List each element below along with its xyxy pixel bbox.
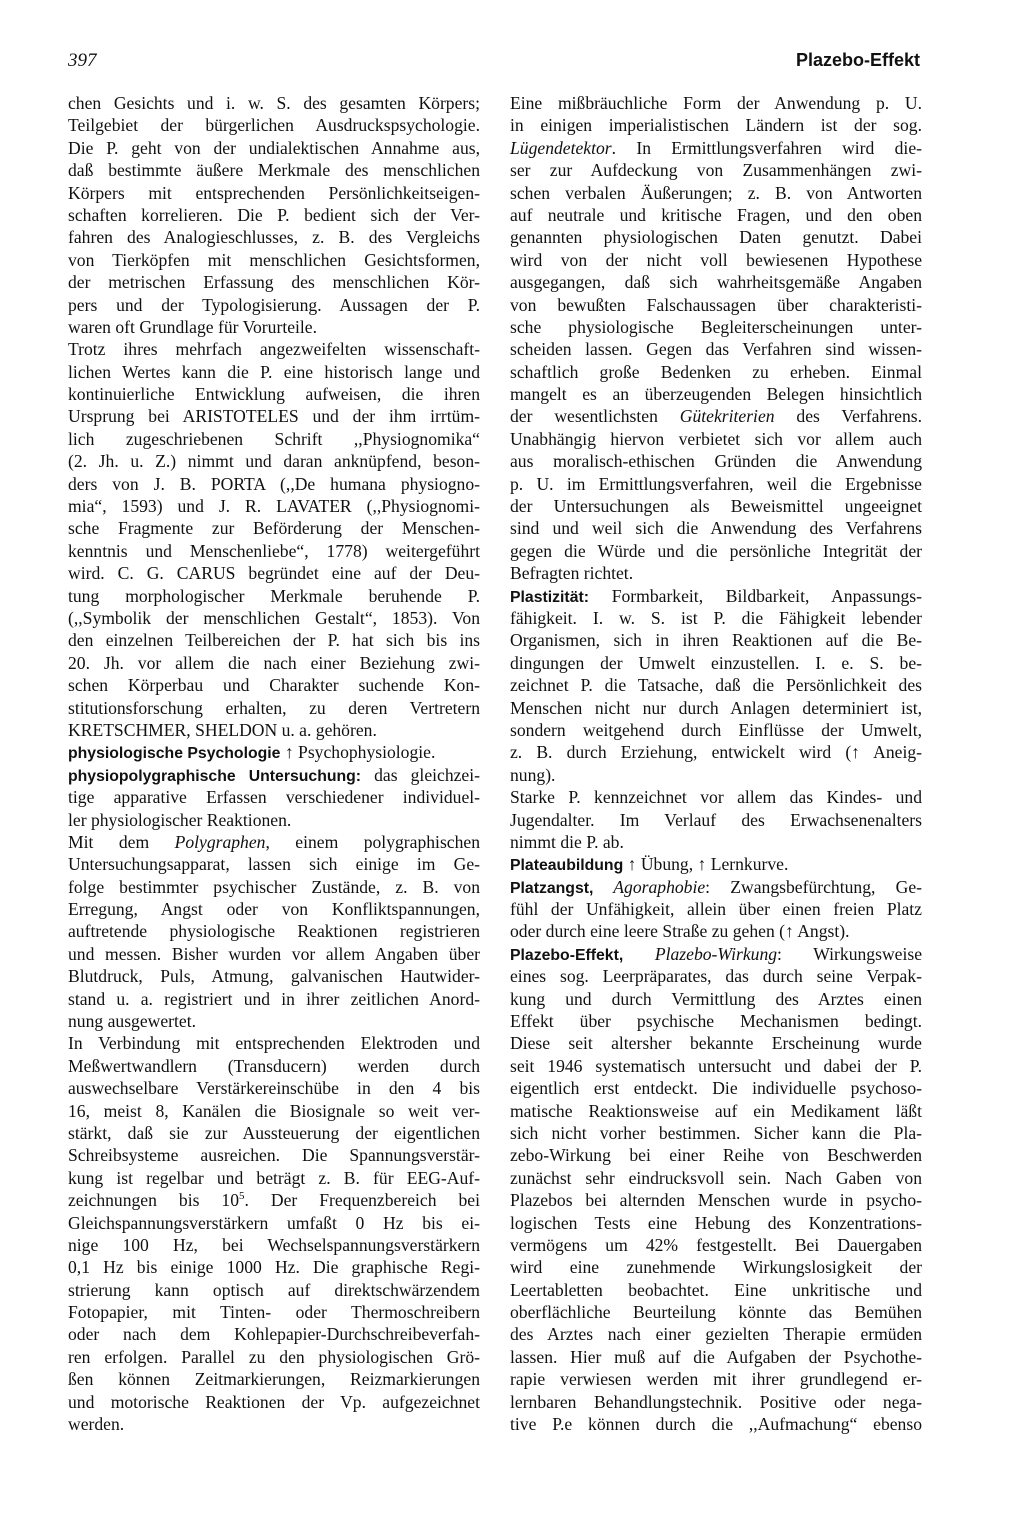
text-block-e: [510, 898, 922, 943]
text-line: werden.: [68, 1414, 125, 1435]
text-line: seit 1946 systematisch untersucht und dabei der P.: [510, 1055, 922, 1076]
text-line: logischen Tests eine Hebung des Konzentrations-: [510, 1212, 922, 1233]
text-line: kontinuierliche Entwicklung aufweisen, die ihren: [68, 384, 480, 405]
text-line: auftretende physiologische Reaktionen registrieren: [68, 921, 480, 942]
text-line: pers und der Typologisierung. Aussagen der P.: [68, 294, 480, 315]
text-line: 0,1 Hz bis einige 1000 Hz. Die graphische Regi-: [68, 1257, 480, 1278]
text-line: Leertabletten beobachtet. Eine unkritische und: [510, 1279, 922, 1300]
intro-lines: [510, 92, 922, 137]
text-line: des Arztes nach einer gezielten Therapie ermüden: [510, 1324, 922, 1345]
text-line: Menschen nicht nur durch Anlagen determiniert ist,: [510, 697, 922, 718]
text-line: nung ausgewertet.: [68, 1011, 197, 1032]
page-number: 397: [68, 50, 97, 71]
text-line: sondern weitgehend durch Einflüsse der Umwelt,: [510, 719, 922, 740]
text-line: Starke P. kennzeichnet vor allem das Kindes- und: [510, 787, 922, 808]
text-line: tung morphologischer Merkmale beruhende P.: [68, 585, 480, 606]
text-line: Befragten richtet.: [510, 563, 634, 584]
text-line: sche Fragmente zur Beförderung der Menschen-: [68, 518, 480, 539]
running-head: Plazebo-Effekt: [795, 50, 920, 70]
text-line: ßen können Zeitmarkierungen, Reizmarkierungen: [68, 1369, 480, 1390]
text-line: ser zur Aufdeckung von Zusammenhängen zwi-: [510, 160, 922, 181]
text-line: fähigkeit. I. w. S. ist P. die Fähigkeit lebender: [510, 607, 922, 628]
entry-plastizitaet: Plastizität: Formbarkeit, Bildbarkeit, Anpassungs-: [510, 585, 922, 606]
text-block-f: [510, 965, 922, 1435]
text-line: rapie verwiesen werden mit ihrer grundlegend er-: [510, 1369, 922, 1390]
text-line: (2. Jh. u. Z.) nimmt und daran anknüpfend, beson-: [68, 451, 480, 472]
text-line: genannten physiologischen Daten genutzt. Dabei: [510, 227, 922, 248]
entry-platzangst: Platzangst, Agoraphobie: Zwangsbefürchtung, Ge-: [510, 876, 922, 897]
text-line: in einigen imperialistischen Ländern ist der sog.: [510, 115, 922, 136]
text-line: tige apparative Erfassen verschiedener individuel-: [68, 787, 480, 808]
text-line: eines sog. Leerpräparates, das durch seine Verpak-: [510, 966, 922, 987]
entry-plateaubildung: Plateaubildung ↑ Übung, ↑ Lernkurve.: [510, 854, 789, 875]
text-line: nimmt die P. ab.: [510, 831, 624, 852]
text-line: ler physiologischer Reaktionen.: [68, 809, 292, 830]
text-line: ders von J. B. PORTA (,,De humana physiogno-: [68, 473, 480, 494]
polygraph-line: Mit dem Polygraphen, einem polygraphischen: [68, 831, 480, 852]
text-line: Effekt über psychische Mechanismen bedingt.: [510, 1011, 922, 1032]
text-line: vermögens um 42% festgestellt. Bei Dauergaben: [510, 1234, 922, 1255]
text-line: Diese seit altersher bekannte Erscheinung wurde: [510, 1033, 922, 1054]
text-line: KRETSCHMER, SHELDON u. a. gehören.: [68, 719, 377, 740]
superscript-line: zeichnungen bis $10^5$. Der Frequenzbereich bei: [68, 1190, 480, 1211]
text-line: zunächst sehr eindrucksvoll sein. Nach Gaben von: [510, 1167, 922, 1188]
text-line: fühl der Unfähigkeit, allein über einen freien Platz: [510, 899, 922, 920]
text-line: sche physiologische Begleiterscheinungen unter-: [510, 316, 922, 337]
text-line: oder durch eine leere Straße zu gehen (↑ Angst).: [510, 921, 850, 942]
text-line: ausgegangen, daß sich wahrheitsgemäße Angaben: [510, 272, 922, 293]
text-line: zebo-Wirkung bei einer Reihe von Beschwerden: [510, 1145, 922, 1166]
text-line: Die P. geht von der undialektischen Annahme aus,: [68, 137, 480, 158]
left-column: [68, 92, 480, 1435]
text-line: fahren des Analogieschlusses, z. B. des Vergleichs: [68, 227, 480, 248]
text-line: Untersuchungsapparat, lassen sich einige im Ge-: [68, 854, 480, 875]
text-line: scheiden lassen. Gegen das Verfahren sind wissen-: [510, 339, 922, 360]
text-line: wird eine zunehmende Wirkungslosigkeit der: [510, 1257, 922, 1278]
text-line: (,,Symbolik der menschlichen Gestalt“, 1853). Von: [68, 607, 480, 628]
text-line: ren erfolgen. Parallel zu den physiologischen Grö-: [68, 1346, 480, 1367]
text-line: wird von der nicht voll bewiesenen Hypothese: [510, 249, 922, 270]
text-line: gegen die Würde und die persönliche Integrität der: [510, 540, 922, 561]
text-line: strierung kann optisch auf direktschwärzendem: [68, 1279, 480, 1300]
text-line: Meßwertwandlern (Transducern) werden durch: [68, 1055, 480, 1076]
text-line: Schreibsysteme ausreichen. Die Spannungsverstär-: [68, 1145, 480, 1166]
text-line: schaftlich große Bedenken zu erheben. Einmal: [510, 361, 922, 382]
text-line: stitutionsforschung erhalten, zu deren Vertretern: [68, 697, 480, 718]
text-line: waren oft Grundlage für Vorurteile.: [68, 316, 318, 337]
text-line: matische Reaktionsweise auf ein Medikament läßt: [510, 1100, 922, 1121]
text-line: von Tierköpfen mit menschlichen Gesichtsformen,: [68, 249, 480, 270]
text-line: kung und durch Vermittlung des Arztes einen: [510, 988, 922, 1009]
entry-physiologische-psychologie: physiologische Psychologie ↑ Psychophysiologie.: [68, 742, 436, 763]
text-line: folge bestimmter psychischer Zustände, z. B. von: [68, 876, 480, 897]
text-line: der metrischen Erfassung des menschlichen Kör-: [68, 272, 480, 293]
text-line: nung).: [510, 764, 556, 785]
text-line: den einzelnen Teilbereichen der P. hat sich bis ins: [68, 630, 480, 651]
text-line: Unabhängig hiervon verbietet sich vor allem auch: [510, 428, 922, 449]
text-line: Ursprung bei ARISTOTELES und der ihm irrtüm-: [68, 406, 480, 427]
text-line: tive P.e können durch die ,,Aufmachung“ ebenso: [510, 1414, 922, 1435]
text-line: lichen Wertes kann die P. eine historisch lange und: [68, 361, 480, 382]
text-line: 16, meist 8, Kanälen die Biosignale so weit ver-: [68, 1100, 480, 1121]
text-line: sind und weil sich die Anwendung des Verfahrens: [510, 518, 922, 539]
text-line: auswechselbare Verstärkereinschübe in den 4 bis: [68, 1078, 480, 1099]
text-line: und motorische Reaktionen der Vp. aufgezeichnet: [68, 1391, 480, 1412]
text-line: 20. Jh. vor allem die nach einer Beziehung zwi-: [68, 652, 480, 673]
text-line: daß bestimmte äußere Merkmale des menschlichen: [68, 160, 480, 181]
luegendetektor-line: Lügendetektor. In Ermittlungsverfahren wird die-: [510, 137, 922, 158]
text-line: lich zugeschriebenen Schrift ,,Physiognomika“: [68, 428, 480, 449]
text-line: In Verbindung mit entsprechenden Elektroden und: [68, 1033, 480, 1054]
text-line: Organismen, sich in ihren Reaktionen auf die Be-: [510, 630, 922, 651]
entry-plazebo-effekt: Plazebo-Effekt, Plazebo-Wirkung: Wirkungsweise: [510, 943, 922, 964]
text-line: aus moralisch-ethischen Gründen die Anwendung: [510, 451, 922, 472]
right-column: [510, 92, 922, 1435]
text-line: Plazebos bei alternden Menschen wurde in psycho-: [510, 1190, 922, 1211]
text-line: lernbaren Behandlungstechnik. Positive oder nega-: [510, 1391, 922, 1412]
text-line: der Untersuchungen als Beweismittel ungeeignet: [510, 496, 922, 517]
text-line: Gleichspannungsverstärkern umfaßt 0 Hz bis ei-: [68, 1212, 480, 1233]
text-line: Fotopapier, mit Tinten- oder Thermoschreibern: [68, 1302, 480, 1323]
text-line: wird. C. G. CARUS begründet eine auf der Deu-: [68, 563, 480, 584]
text-line: Teilgebiet der bürgerlichen Ausdruckspsychologie.: [68, 115, 480, 136]
text-line: sich nicht vorher bestimmen. Sicher kann die Pla-: [510, 1122, 922, 1143]
text-line: chen Gesichts und i. w. S. des gesamten Körpers;: [68, 93, 480, 113]
guetekriterien-line: der wesentlichsten Gütekriterien des Verfahrens.: [510, 406, 922, 427]
text-line: Körpers mit entsprechenden Persönlichkeitseigen-: [68, 182, 480, 203]
text-line: kenntnis und Menschenliebe“, 1778) weitergeführt: [68, 540, 480, 561]
text-line: schen verbalen Äußerungen; z. B. von Antworten: [510, 182, 922, 203]
text-line: mia“, 1593) und J. R. LAVATER (,,Physiognomi-: [68, 496, 480, 517]
text-block-b: [510, 159, 922, 405]
tail-lines: [68, 1212, 480, 1436]
left-paragraph-lines: [68, 92, 480, 741]
text-line: mangelt es an überzeugenden Belegen hinsichtlich: [510, 384, 922, 405]
text-line: Erregung, Angst oder von Konfliktspannungen,: [68, 899, 480, 920]
text-line: z. B. durch Erziehung, entwickelt wird (↑ Aneig-: [510, 742, 922, 763]
text-line: lassen. Hier muß auf die Aufgaben der Psychothe-: [510, 1346, 922, 1367]
text-line: p. U. im Ermittlungsverfahren, weil die Ergebnisse: [510, 473, 922, 494]
text-line: Trotz ihres mehrfach angezweifelten wissenschaft-: [68, 339, 480, 360]
text-line: nige 100 Hz, bei Wechselspannungsverstärkern: [68, 1234, 480, 1255]
text-line: Eine mißbräuchliche Form der Anwendung p. U.: [510, 93, 922, 113]
text-line: oberflächliche Beurteilung könnte das Bemühen: [510, 1302, 922, 1323]
text-line: schaften korrelieren. Die P. bedient sich der Ver-: [68, 204, 480, 225]
text-line: stand u. a. registriert und in ihrer zeitlichen Anord-: [68, 988, 480, 1009]
text-line: eigentlich erst entdeckt. Die individuelle psychoso-: [510, 1078, 922, 1099]
polygraph-lines: [68, 853, 480, 1189]
text-line: stärkt, daß sie zur Aussteuerung der eigentlichen: [68, 1122, 480, 1143]
entry-physiopolygraphische-untersuchung: physiopolygraphische Untersuchung: das gleichzei-: [68, 764, 480, 785]
text-line: und messen. Bisher wurden vor allem Angaben über: [68, 943, 480, 964]
text-line: dingungen der Umwelt einzustellen. I. e. S. be-: [510, 652, 922, 673]
text-line: Blutdruck, Puls, Atmung, galvanischen Hautwider-: [68, 966, 480, 987]
text-line: auf neutrale und kritische Fragen, und den oben: [510, 204, 922, 225]
text-line: Jugendalter. Im Verlauf des Erwachsenenalters: [510, 809, 922, 830]
text-line: schen Körperbau und Charakter suchende Kon-: [68, 675, 480, 696]
text-line: von bewußten Falschaussagen über charakteristi-: [510, 294, 922, 315]
text-line: zeichnet P. die Tatsache, daß die Persönlichkeit des: [510, 675, 922, 696]
text-line: oder nach dem Kohlepapier-Durchschreibeverfah-: [68, 1324, 480, 1345]
text-line: kung ist regelbar und beträgt z. B. für EEG-Auf-: [68, 1167, 480, 1188]
text-block-d: [510, 607, 922, 853]
text-block-c: [510, 428, 922, 585]
